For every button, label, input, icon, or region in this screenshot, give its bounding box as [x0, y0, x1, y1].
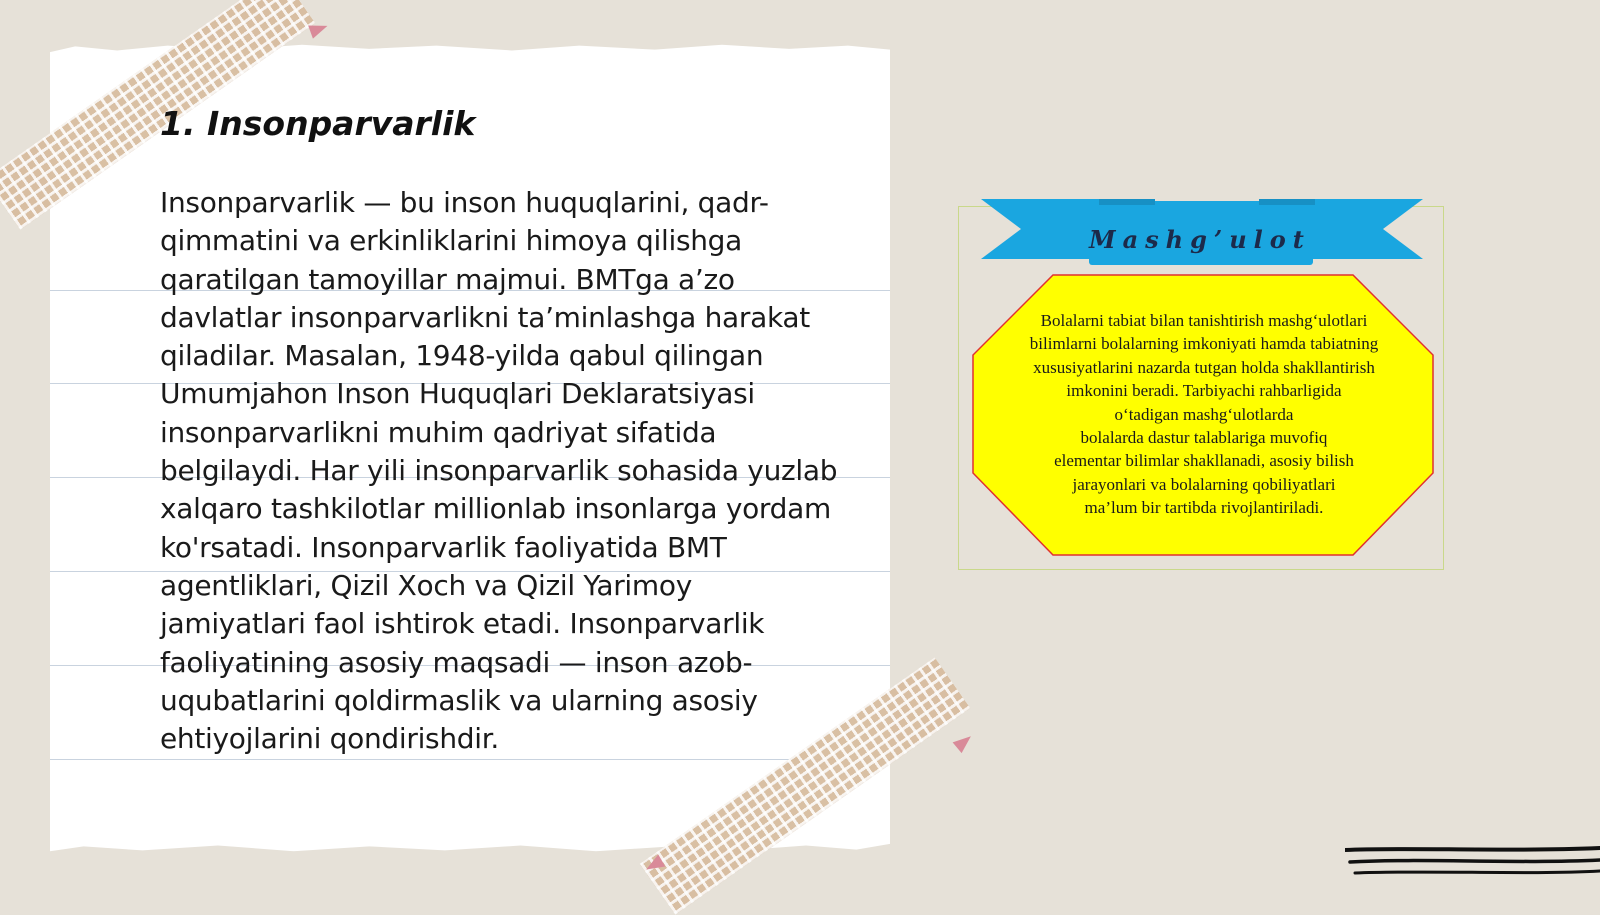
page-title: 1. Insonparvarlik — [160, 104, 476, 143]
scribble-lines — [1345, 846, 1600, 886]
tape-corner-icon — [953, 731, 976, 753]
figure-text: Bolalarni tabiat bilan tanishtirish mashg‘ulotlari bilimlarni bolalarning imkoniyati hamda tabiatning xususiyatlarini nazarda tutgan holda shakllantirish imkonini beradi. Tarbiyachi rahbarligida o‘tadigan mashg‘ulotlarda bolalarda dastur talablariga muvofiq elementar bilimlar shakllanadi, asosiy bilish jarayonlari va bolalarning qobiliyatlari ma’lum bir tartibda rivojlantiriladi. — [1029, 311, 1379, 518]
figure-title: Mashg’ulot — [1089, 225, 1311, 254]
body-paragraph: Insonparvarlik — bu inson huquqlarini, qadr-qimmatini va erkinliklarini himoya qilishga qaratilgan tamoyillar majmui. BMTga a’zo davlatlar insonparvarlikni ta’minlashga harakat qiladilar. Masalan, 1948-yilda qabul qilingan Umumjahon Inson Huquqlari Deklaratsiyasi insonparvarlikni muhim qadriyat sifatida belgilaydi. Har yili insonparvarlik sohasida yuzlab xalqaro tashkilotlar millionlab insonlarga yordam ko'rsatadi. Insonparvarlik faoliyatida BMT agentliklari, Qizil Xoch va Qizil Yarimoy jamiyatlari faol ishtirok etadi. Insonparvarlik faoliyatining asosiy maqsadi — inson azob-uqubatlarini qoldirmaslik va ularning asosiy ehtiyojlarini qondirishdir. — [160, 186, 838, 756]
paper-rule — [50, 759, 890, 760]
lesson-figure — [958, 206, 1444, 570]
